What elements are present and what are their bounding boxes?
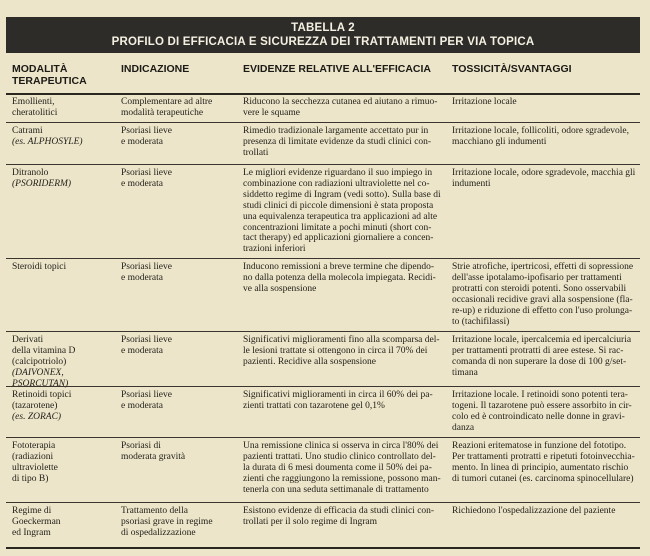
cell-indication: [121, 126, 235, 148]
cell-toxicity: [452, 335, 640, 379]
cell-line: e moderata: [121, 136, 163, 147]
cell-toxicity: [452, 390, 640, 434]
cell-indication: [121, 97, 235, 119]
header-evidence: EVIDENZE RELATIVE ALL'EFFICACIA: [243, 63, 432, 75]
cell-indication: [121, 506, 235, 539]
cell-modality: [12, 97, 104, 119]
cell-line: Irritazione locale: [452, 97, 517, 107]
row-divider: [6, 437, 640, 438]
cell-line: siddetto regime di Ingram (vedi sotto). Sulla base di: [243, 189, 441, 200]
cell-line: ve alla sospensione: [243, 283, 317, 294]
cell-line: Significativi miglioramenti fino alla scomparsa del-: [243, 335, 440, 345]
header-modality: MODALITÀ TERAPEUTICA: [12, 63, 87, 87]
cell-modality: [12, 168, 104, 190]
row-divider: [6, 164, 640, 165]
product-example: (es. ALPHOSYLE): [12, 136, 83, 147]
cell-line: re-up) e riduzione di effetto con l'uso prolunga-: [452, 305, 633, 316]
cell-line: Psoriasi lieve: [121, 126, 172, 136]
cell-line: pazienti. Recidive alla sospensione: [243, 356, 376, 367]
cell-line: comanda di non superare la dose di 100 g/set-: [452, 356, 627, 367]
header-indication: INDICAZIONE: [121, 63, 190, 75]
cell-line: e moderata: [121, 400, 163, 411]
cell-line: dell'asse ipotalamo-ipofisario per trattamenti: [452, 272, 622, 283]
cell-line: una equivalenza terapeutica tra applicazioni ad alte: [243, 211, 438, 222]
cell-evidence: [243, 126, 443, 159]
cell-line: della vitamina D: [12, 345, 76, 356]
cell-line: Goeckerman: [12, 516, 61, 527]
cell-line: macchiano gli indumenti: [452, 136, 547, 147]
cell-line: protratti con steroidi potenti. Sono osservabili: [452, 283, 627, 294]
cell-line: ed Ingram: [12, 527, 51, 538]
cell-line: Complementare ad altre: [121, 97, 213, 107]
row-divider: [6, 258, 640, 259]
cell-line: Irritazione locale, follicoliti, odore sgradevole,: [452, 126, 629, 136]
cell-indication: [121, 168, 235, 190]
cell-line: Inducono remissioni a breve termine che dipendo-: [243, 262, 434, 272]
table-title: PROFILO DI EFFICACIA E SICUREZZA DEI TRATTAMENTI PER VIA TOPICA: [111, 36, 535, 48]
cell-evidence: [243, 262, 443, 295]
cell-modality: [12, 441, 104, 485]
cell-line: modalità terapeutiche: [121, 107, 204, 118]
cell-line: Strie atrofiche, ipertricosi, effetti di sopressione: [452, 262, 634, 272]
cell-line: di tumori cutanei (es. carcinoma spinocellulare): [452, 473, 634, 484]
cell-line: Trattamento della: [121, 506, 188, 516]
table-title-band: [6, 17, 640, 53]
cell-line: Richiedono l'ospedalizzazione del paziente: [452, 506, 616, 516]
cell-evidence: [243, 168, 443, 255]
table-bottom-rule: [6, 547, 640, 549]
cell-evidence: [243, 506, 443, 528]
cell-evidence: [243, 390, 443, 412]
cell-line: Irritazione locale. I retinoidi sono potenti tera-: [452, 390, 628, 400]
cell-line: Riducono la secchezza cutanea ed aiutano a rimuo-: [243, 97, 438, 107]
cell-line: tact therapy) ed applicazioni giornaliere a concen-: [243, 233, 434, 244]
cell-line: di ospedalizzazione: [121, 527, 196, 538]
cell-line: cheratolitici: [12, 107, 58, 118]
cell-line: Le migliori evidenze riguardano il suo impiego in: [243, 168, 433, 178]
cell-line: Psoriasi lieve: [121, 335, 172, 345]
cell-modality: [12, 506, 104, 539]
cell-toxicity: [452, 262, 640, 327]
cell-line: e moderata: [121, 178, 163, 189]
cell-line: togeni. Il tazarotene può essere assorbito in cir-: [452, 400, 632, 411]
cell-line: Rimedio tradizionale largamente accettato pur in: [243, 126, 429, 136]
cell-line: moderata gravità: [121, 451, 186, 462]
cell-line: zienti trattati con tazarotene gel 0,1%: [243, 400, 385, 411]
cell-line: Irritazione locale, ipercalcemia ed ipercalciuria: [452, 335, 632, 345]
cell-line: Esistono evidenze di efficacia da studi clinici con-: [243, 506, 435, 516]
cell-evidence: [243, 97, 443, 119]
cell-indication: [121, 390, 235, 412]
cell-line: la durata di 6 mesi doumenta come il 50% dei pa-: [243, 462, 432, 473]
cell-line: di tipo B): [12, 473, 49, 484]
cell-line: (calcipotriolo): [12, 356, 67, 367]
cell-line: Retinoidi topici: [12, 390, 72, 400]
cell-toxicity: [452, 97, 640, 108]
cell-line: indumenti: [452, 178, 491, 189]
cell-line: timana: [452, 367, 478, 378]
cell-line: trazioni inferiori: [243, 244, 306, 255]
cell-line: Ditranolo: [12, 168, 49, 178]
cell-modality: [12, 390, 104, 423]
cell-evidence: [243, 335, 443, 368]
cell-line: Fototerapia: [12, 441, 56, 451]
cell-modality: [12, 262, 104, 273]
cell-indication: [121, 335, 235, 357]
cell-line: Catrami: [12, 126, 43, 136]
cell-line: Derivati: [12, 335, 44, 345]
cell-line: (tazarotene): [12, 400, 58, 411]
cell-line: Significativi miglioramenti in circa il 60% dei pa-: [243, 390, 433, 400]
cell-line: mento. In linea di principio, aumentato rischio: [452, 462, 629, 473]
cell-toxicity: [452, 441, 640, 485]
cell-line: Irritazione locale, odore sgradevole, macchia gli: [452, 168, 636, 178]
cell-toxicity: [452, 506, 640, 517]
cell-line: e moderata: [121, 272, 163, 283]
cell-line: danza: [452, 422, 475, 433]
cell-indication: [121, 441, 235, 463]
cell-line: combinazione con radiazioni ultraviolette nel co-: [243, 178, 430, 189]
cell-line: tenerla con una seduta settimanale di trattamento: [243, 484, 429, 495]
cell-line: Regime di: [12, 506, 52, 516]
header-toxicity: TOSSICITÀ/SVANTAGGI: [452, 63, 572, 75]
cell-modality: [12, 335, 104, 390]
cell-line: zienti che raggiungono la remissione, possono man-: [243, 473, 441, 484]
product-example: (DAIVONEX, PSORCUTAN): [12, 367, 69, 389]
cell-line: per trattamenti protratti di aree estese. Si rac-: [452, 345, 624, 356]
cell-line: (radiazioni: [12, 451, 54, 462]
cell-modality: [12, 126, 104, 148]
cell-line: pazienti trattati. Uno studio clinico controllato del-: [243, 451, 436, 462]
cell-line: Psoriasi lieve: [121, 168, 172, 178]
cell-line: psoriasi grave in regime: [121, 516, 213, 527]
cell-line: presenza di limitate evidenze da studi clinici con-: [243, 136, 432, 147]
product-example: (es. ZORAC): [12, 411, 62, 422]
cell-line: occasionali recidive gravi alla sospensione (fla-: [452, 294, 633, 305]
cell-line: Reazioni eritematose in funzione del fototipo.: [452, 441, 627, 451]
cell-line: trollati: [243, 147, 269, 158]
cell-evidence: [243, 441, 443, 496]
cell-line: ultraviolette: [12, 462, 58, 473]
cell-line: studi clinici di piccole dimensioni è stata proposta: [243, 200, 434, 211]
cell-line: no dalla potenza della molecola impiegata. Recidi-: [243, 272, 436, 283]
product-example: (PSORIDERM): [12, 178, 72, 189]
cell-line: vere le squame: [243, 107, 300, 118]
cell-line: e moderata: [121, 345, 163, 356]
cell-line: Psoriasi lieve: [121, 390, 172, 400]
cell-line: trollati per il solo regime di Ingram: [243, 516, 378, 527]
cell-line: concentrazioni limitate a pochi minuti (short con-: [243, 222, 432, 233]
cell-line: Steroidi topici: [12, 262, 67, 272]
cell-toxicity: [452, 126, 640, 148]
cell-indication: [121, 262, 235, 284]
row-divider: [6, 122, 640, 123]
cell-line: colo ed è controindicato nelle donne in gravi-: [452, 411, 625, 422]
cell-line: Una remissione clinica si osserva in circa l'80% dei: [243, 441, 439, 451]
row-divider: [6, 331, 640, 332]
cell-line: le lesioni trattate si ottengono in circa il 70% dei: [243, 345, 428, 356]
cell-toxicity: [452, 168, 640, 190]
header-divider: [6, 93, 640, 95]
cell-line: Psoriasi di: [121, 441, 161, 451]
row-divider: [6, 502, 640, 503]
cell-line: Emollienti,: [12, 97, 55, 107]
cell-line: Per trattamenti protratti e ripetuti fotoinvecchia-: [452, 451, 635, 462]
table-number: TABELLA 2: [291, 22, 355, 34]
cell-line: Psoriasi lieve: [121, 262, 172, 272]
cell-line: to (tachifilassi): [452, 316, 510, 327]
